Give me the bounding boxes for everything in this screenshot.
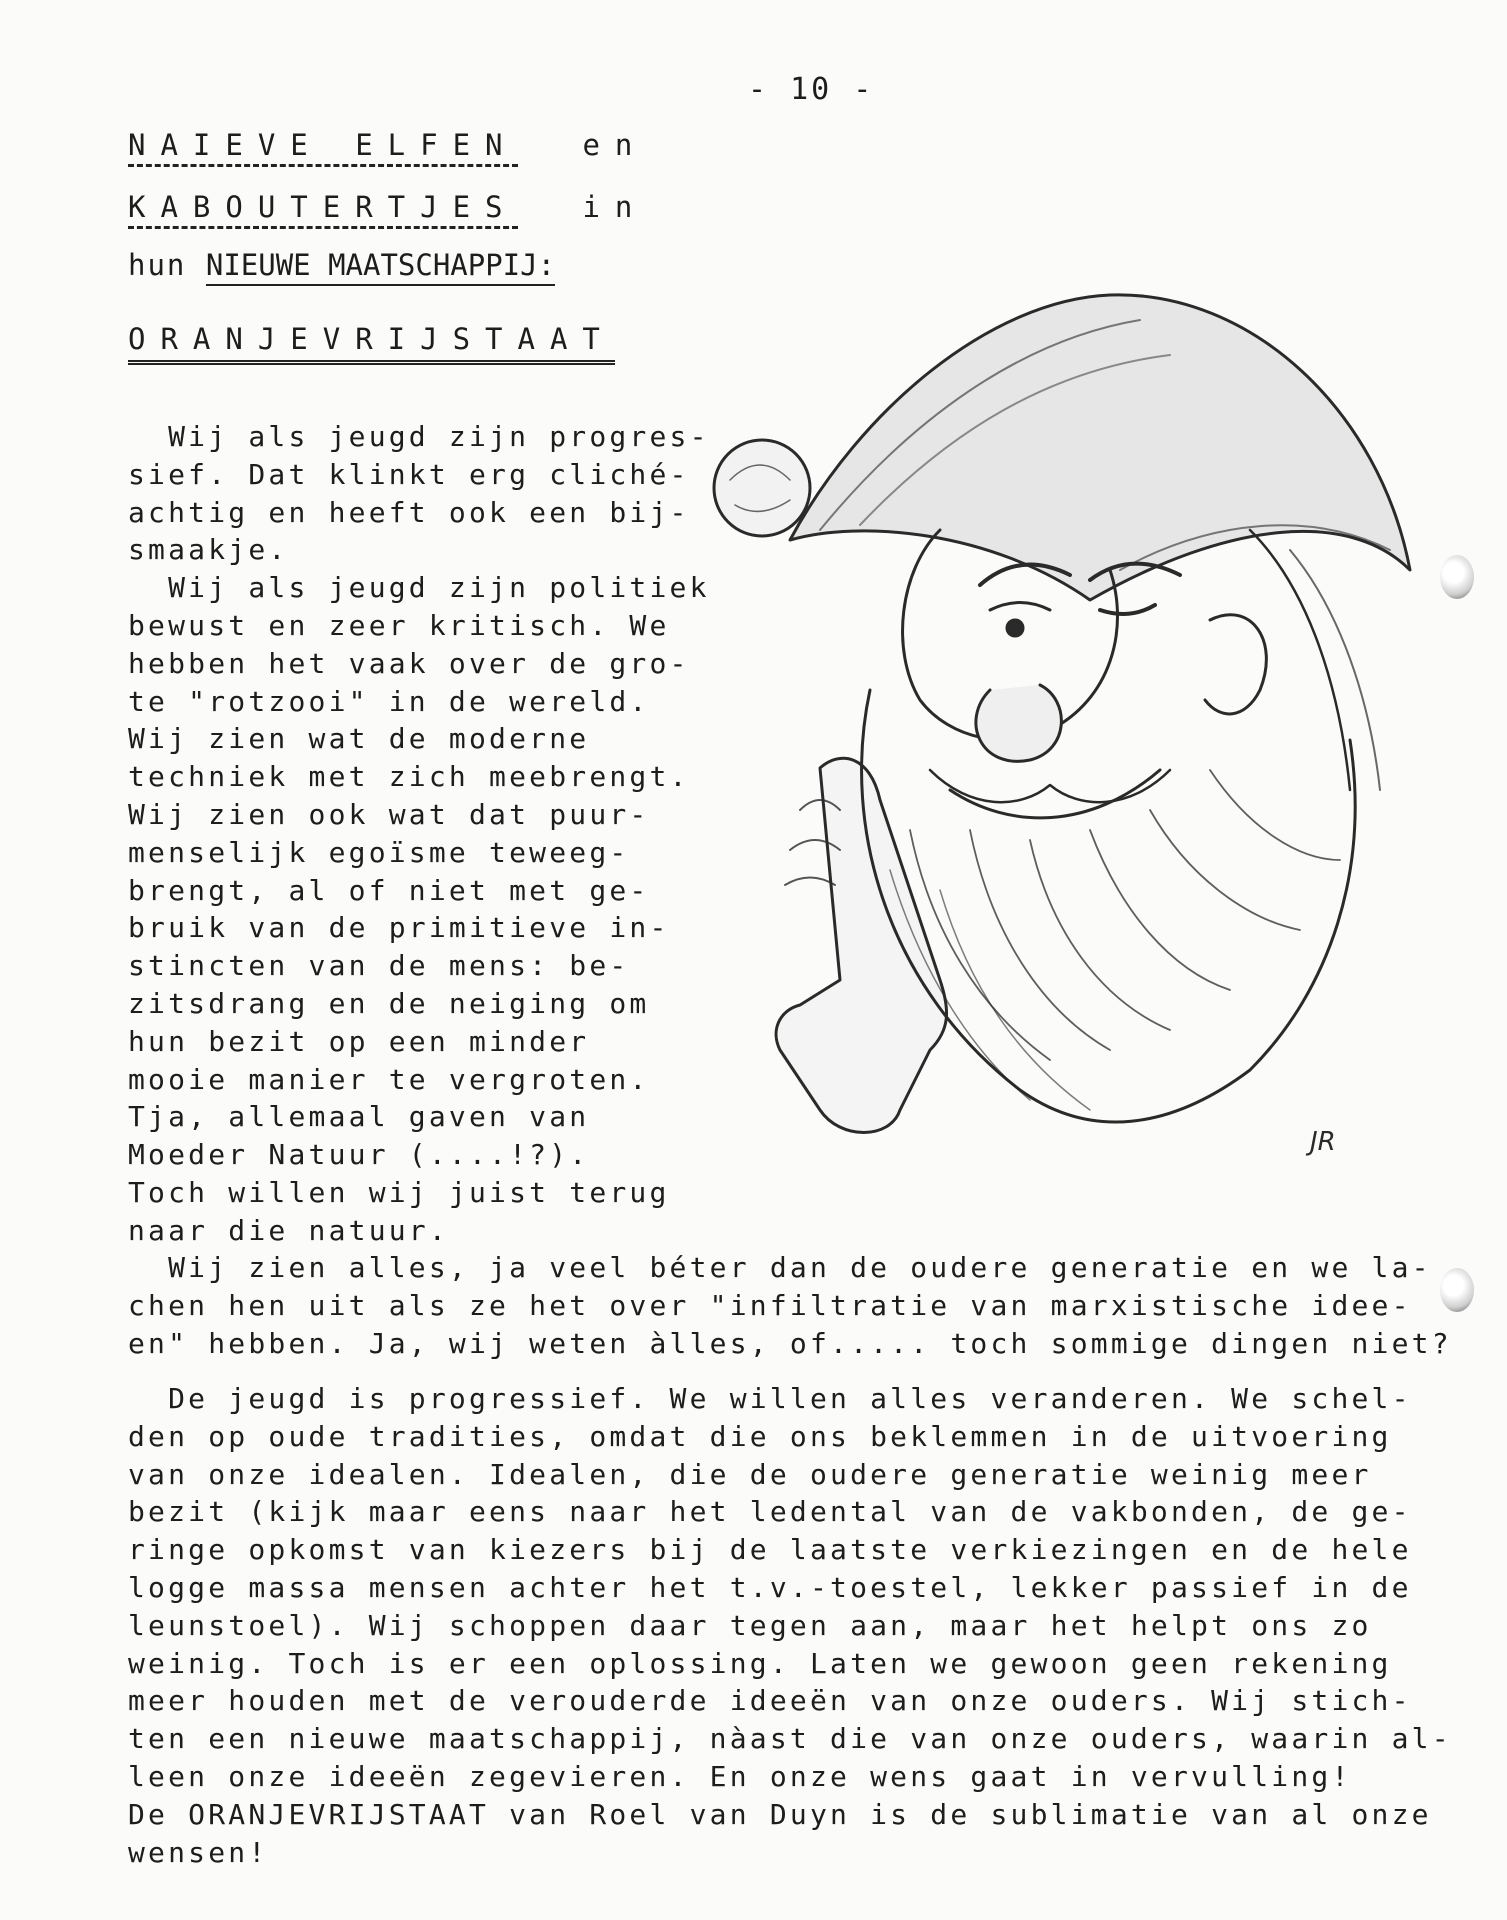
text-line: Wij zien wat de moderne: [128, 722, 590, 756]
heading-nieuwe-maatschappij: NIEUWE MAATSCHAPPIJ:: [206, 248, 555, 286]
text-line: Tja, allemaal gaven van: [128, 1100, 590, 1134]
text-line: smaakje.: [128, 533, 289, 567]
text-line: naar die natuur.: [128, 1213, 449, 1247]
text-line: bezit (kijk maar eens naar het ledental van de vakbonden, de ge-: [128, 1495, 1412, 1529]
text-line: leunstoel). Wij schoppen daar tegen aan, maar het helpt ons zo: [128, 1608, 1372, 1642]
heading-oranjevrijstaat: ORANJEVRIJSTAAT: [128, 322, 615, 365]
text-line: stincten van de mens: be-: [128, 949, 630, 983]
text-line: Wij zien ook wat dat puur-: [128, 797, 650, 831]
heading-line-1: [128, 128, 647, 162]
text-line: Wij zien alles, ja veel béter dan de oudere generatie en we la-: [128, 1251, 1432, 1284]
paragraph-2: [128, 1249, 1488, 1362]
text-line: menselijk egoïsme teweeg-: [128, 835, 630, 869]
text-line: en" hebben. Ja, wij weten àlles, of..... toch sommige dingen niet?: [128, 1326, 1452, 1360]
heading-kaboutertjes: KABOUTERTJES: [128, 190, 518, 229]
text-line: meer houden met de verouderde ideeën van onze ouders. Wij stich-: [128, 1684, 1412, 1718]
punch-hole-top: [1440, 555, 1474, 599]
text-line: Wij als jeugd zijn progres-: [128, 420, 710, 453]
punch-hole-bottom: [1440, 1268, 1474, 1312]
paragraph-3: [128, 1380, 1488, 1871]
text-line: weinig. Toch is er een oplossing. Laten we gewoon geen rekening: [128, 1646, 1392, 1680]
text-line: Moeder Natuur (....!?).: [128, 1138, 590, 1172]
heading-hun: hun: [128, 248, 187, 282]
text-line: hun bezit op een minder: [128, 1024, 590, 1058]
heading-line-3: [128, 248, 555, 282]
signature: JR: [1310, 1127, 1336, 1157]
winking-gnome-drawing-icon: [690, 270, 1450, 1170]
heading-naieve-elfen: NAIEVE ELFEN: [128, 128, 518, 167]
text-line: wensen!: [128, 1835, 269, 1869]
text-line: bruik van de primitieve in-: [128, 911, 670, 945]
text-line: te "rotzooi" in de wereld.: [128, 684, 650, 718]
text-line: techniek met zich meebrengt.: [128, 760, 690, 794]
text-line: den op oude tradities, omdat die ons beklemmen in de uitvoering: [128, 1419, 1392, 1453]
text-line: hebben het vaak over de gro-: [128, 646, 690, 680]
text-line: achtig en heeft ook een bij-: [128, 495, 690, 529]
text-line: logge massa mensen achter het t.v.-toestel, lekker passief in de: [128, 1570, 1412, 1604]
heading-line-4: [128, 322, 615, 356]
page-number: - 10 -: [748, 72, 875, 107]
text-line: ringe opkomst van kiezers bij de laatste verkiezingen en de hele: [128, 1533, 1412, 1567]
text-line: leen onze ideeën zegevieren. En onze wens gaat in vervulling!: [128, 1759, 1352, 1793]
text-line: Wij als jeugd zijn politiek: [128, 571, 710, 605]
text-line: mooie manier te vergroten.: [128, 1062, 650, 1096]
text-line: Toch willen wij juist terug: [128, 1175, 670, 1209]
heading-line-2: [128, 190, 647, 224]
text-line: zitsdrang en de neiging om: [128, 986, 650, 1020]
text-line: De jeugd is progressief. We willen alles veranderen. We schel-: [128, 1382, 1412, 1415]
text-line: ten een nieuwe maatschappij, nàast die van onze ouders, waarin al-: [128, 1722, 1452, 1756]
column-text: [128, 418, 728, 1250]
text-line: De ORANJEVRIJSTAAT van Roel van Duyn is de sublimatie van al onze: [128, 1797, 1432, 1831]
text-line: van onze idealen. Idealen, die de oudere generatie weinig meer: [128, 1457, 1372, 1491]
text-line: brengt, al of niet met ge-: [128, 873, 650, 907]
text-line: bewust en zeer kritisch. We: [128, 608, 670, 642]
text-line: sief. Dat klinkt erg cliché-: [128, 457, 690, 491]
heading-en: en: [582, 128, 648, 162]
text-line: chen hen uit als ze het over "infiltratie van marxistische idee-: [128, 1288, 1412, 1322]
heading-in: in: [582, 190, 648, 224]
